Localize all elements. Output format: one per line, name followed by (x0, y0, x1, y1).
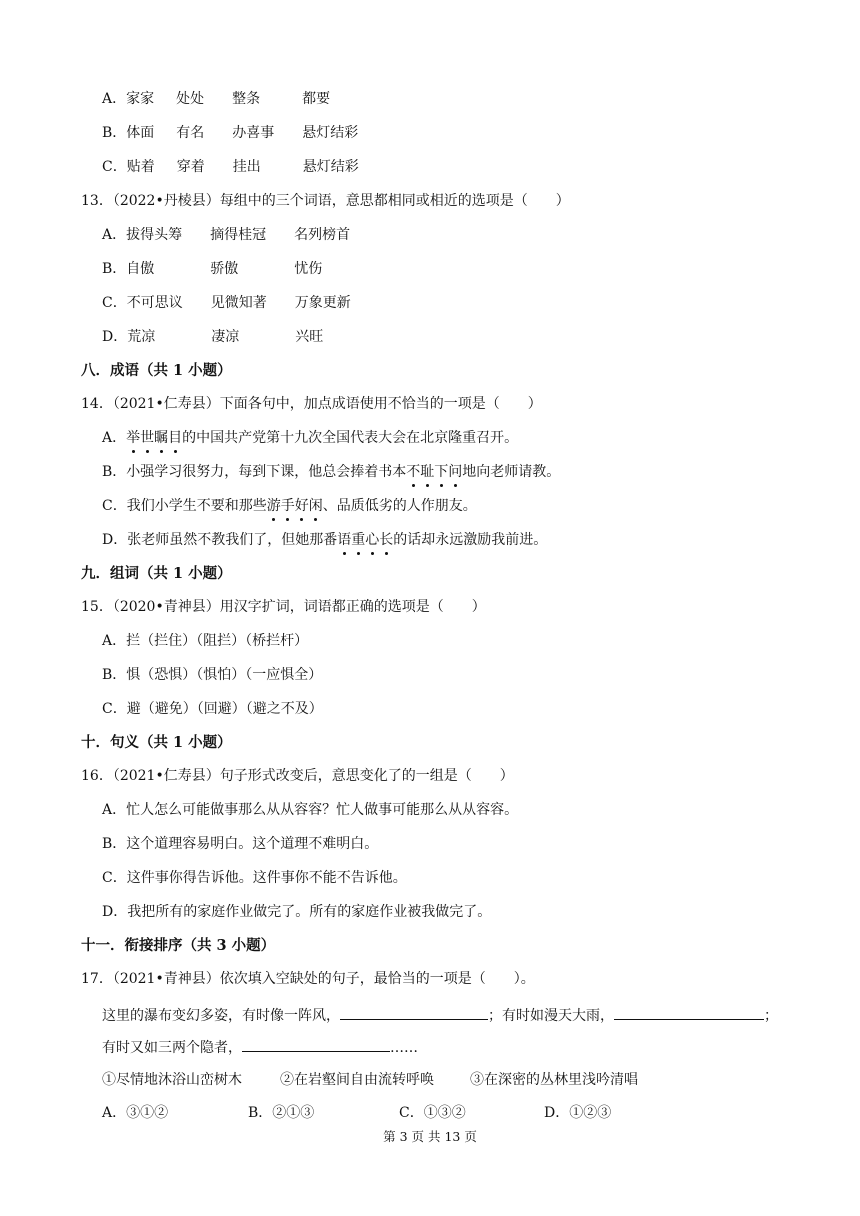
q17-context-line-2: 有时又如三两个隐者， …… (102, 1036, 418, 1058)
q14-option-d: D．张老师虽然不教我们了，但她那番语重心长的话却永远激励我前进。 (102, 532, 548, 548)
section-heading-8: 八．成语（共 1 小题） (81, 362, 232, 379)
q17-option-b: B．②①③ (248, 1105, 315, 1121)
section-heading-11: 十一．衔接排序（共 3 小题） (81, 937, 276, 954)
q16-option-d: D．我把所有的家庭作业做完了。所有的家庭作业被我做完了。 (102, 904, 492, 920)
q17-option-c: C．①③② (399, 1105, 466, 1121)
q15-option-a: A．拦（拦住）（阻拦）（桥拦杆） (102, 633, 309, 649)
q15-option-b: B．惧（恐惧）（惧怕）（一应惧全） (102, 667, 323, 683)
section-heading-10: 十．句义（共 1 小题） (81, 734, 232, 751)
q14-option-a: A．举世瞩目的中国共产党第十九次全国代表大会在北京隆重召开。 (102, 430, 519, 446)
q15-stem: 15．（2020•青神县）用汉字扩词，词语都正确的选项是（ ） (81, 599, 486, 615)
dotted-idiom: 语重心长 (337, 532, 394, 548)
page-number-footer: 第 3 页 共 13 页 (383, 1129, 477, 1144)
q17-options (102, 1103, 611, 1123)
q12-option-a: A．家家 处处 整条 都要 (102, 91, 331, 107)
answer-blank-3 (242, 1036, 390, 1052)
q13-option-d: D．荒凉 凄凉 兴旺 (102, 329, 324, 345)
dotted-idiom: 游手好闲 (266, 498, 323, 514)
dotted-idiom: 不耻下问 (406, 464, 463, 480)
q13-stem: 13．（2022•丹棱县）每组中的三个词语，意思都相同或相近的选项是（ ） (81, 193, 570, 209)
q14-option-c: C．我们小学生不要和那些游手好闲、品质低劣的人作朋友。 (102, 498, 477, 514)
answer-blank-1 (340, 1004, 488, 1020)
q13-option-b: B．自傲 骄傲 忧伤 (102, 261, 323, 277)
q14-option-b: B．小强学习很努力，每到下课，他总会捧着书本不耻下问地向老师请教。 (102, 464, 561, 480)
q13-option-a: A．拔得头筹 摘得桂冠 名列榜首 (102, 227, 351, 243)
q16-option-a: A．忙人怎么可能做事那么从从容容？忙人做事可能那么从从容容。 (102, 802, 519, 818)
q12-option-c: C．贴着 穿着 挂出 悬灯结彩 (102, 159, 359, 175)
q17-option-d: D．①②③ (544, 1105, 612, 1121)
dotted-idiom: 举世瞩目 (126, 430, 183, 446)
q13-option-c: C．不可思议 见微知著 万象更新 (102, 295, 351, 311)
q17-sentence-list: ①尽情地沐浴山峦树木 ②在岩壑间自由流转呼唤 ③在深密的丛林里浅吟清唱 (102, 1072, 638, 1088)
answer-blank-2 (614, 1004, 764, 1020)
q17-option-a: A．③①② (102, 1105, 169, 1121)
q15-option-c: C．避（避免）（回避）（避之不及） (102, 701, 323, 717)
q16-option-b: B．这个道理容易明白。这个道理不难明白。 (102, 836, 379, 852)
q14-stem: 14．（2021•仁寿县）下面各句中，加点成语使用不恰当的一项是（ ） (81, 396, 542, 412)
q16-option-c: C．这件事你得告诉他。这件事你不能不告诉他。 (102, 870, 407, 886)
q12-option-b: B．体面 有名 办喜事 悬灯结彩 (102, 125, 359, 141)
q16-stem: 16．（2021•仁寿县）句子形式改变后，意思变化了的一组是（ ） (81, 768, 514, 784)
q17-stem: 17．（2021•青神县）依次填入空缺处的句子，最恰当的一项是（ ）。 (81, 971, 535, 987)
section-heading-9: 九．组词（共 1 小题） (81, 565, 232, 582)
q17-context-line-1: 这里的瀑布变幻多姿，有时像一阵风， ；有时如漫天大雨， ； (102, 1004, 778, 1026)
